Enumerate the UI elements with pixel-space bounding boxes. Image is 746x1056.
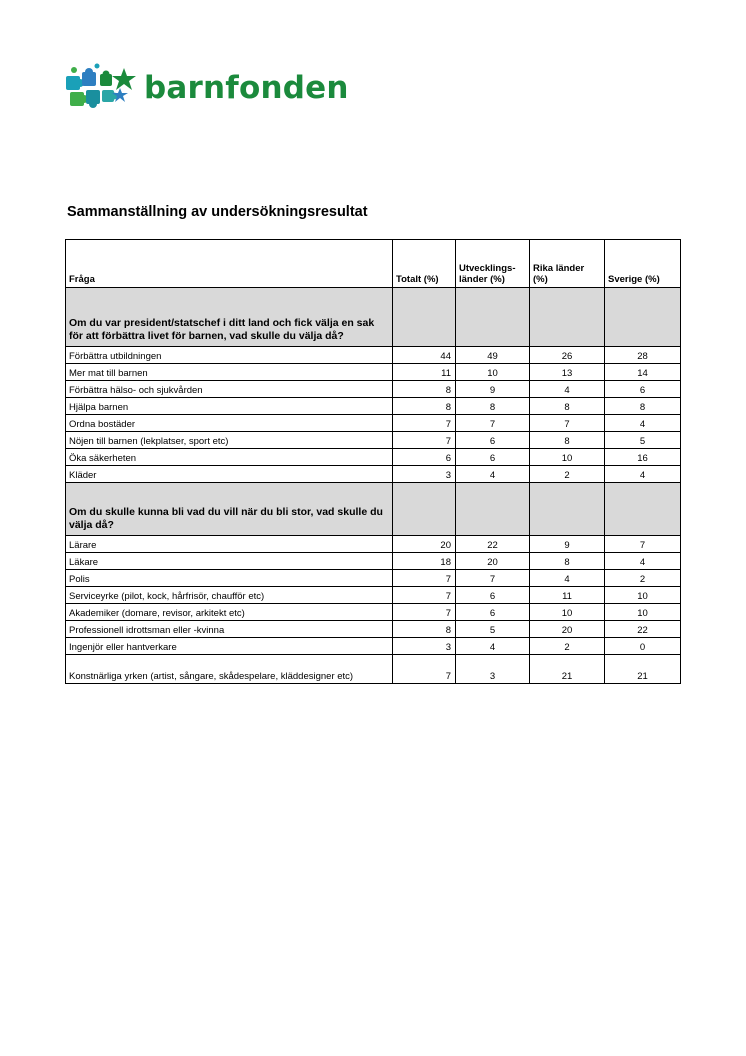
cell-rika-lander: 8: [530, 553, 605, 570]
cell-sverige: 5: [605, 432, 681, 449]
table-row: [66, 536, 681, 553]
cell-utvecklingslander: 10: [456, 364, 530, 381]
table-row: [66, 621, 681, 638]
row-label: Serviceyrke (pilot, kock, hårfrisör, chaufför etc): [66, 587, 393, 604]
cell-rika-lander: 2: [530, 638, 605, 655]
cell-sverige: 0: [605, 638, 681, 655]
cell-totalt: 7: [393, 655, 456, 684]
cell-totalt: 3: [393, 638, 456, 655]
table-row: [66, 398, 681, 415]
cell-utvecklingslander: 5: [456, 621, 530, 638]
table-row: [66, 553, 681, 570]
cell-sverige: 2: [605, 570, 681, 587]
cell-rika-lander: 9: [530, 536, 605, 553]
cell-utvecklingslander: 7: [456, 570, 530, 587]
cell-sverige: 28: [605, 347, 681, 364]
row-label: Akademiker (domare, revisor, arkitekt etc): [66, 604, 393, 621]
table-row: [66, 449, 681, 466]
cell-totalt: 44: [393, 347, 456, 364]
cell-totalt: 7: [393, 570, 456, 587]
cell-totalt: 7: [393, 432, 456, 449]
cell-utvecklingslander: 8: [456, 398, 530, 415]
row-label: Förbättra hälso- och sjukvården: [66, 381, 393, 398]
cell-totalt: 8: [393, 621, 456, 638]
question-empty-cell: [456, 483, 530, 536]
cell-utvecklingslander: 20: [456, 553, 530, 570]
cell-sverige: 10: [605, 604, 681, 621]
cell-rika-lander: 8: [530, 398, 605, 415]
question-row: [66, 288, 681, 347]
table-row: [66, 432, 681, 449]
cell-sverige: 16: [605, 449, 681, 466]
row-label: Lärare: [66, 536, 393, 553]
row-label: Ordna bostäder: [66, 415, 393, 432]
cell-totalt: 18: [393, 553, 456, 570]
row-label: Polis: [66, 570, 393, 587]
cell-sverige: 6: [605, 381, 681, 398]
table-row: [66, 347, 681, 364]
cell-rika-lander: 20: [530, 621, 605, 638]
row-label: Hjälpa barnen: [66, 398, 393, 415]
table-row: [66, 604, 681, 621]
row-label: Läkare: [66, 553, 393, 570]
question-text: Om du skulle kunna bli vad du vill när du bli stor, vad skulle du välja då?: [66, 483, 393, 536]
cell-utvecklingslander: 22: [456, 536, 530, 553]
table-row: [66, 364, 681, 381]
header-utvecklingslander: Utvecklings-länder (%): [456, 240, 530, 288]
header-sverige: Sverige (%): [605, 240, 681, 288]
table-row: [66, 381, 681, 398]
cell-rika-lander: 8: [530, 432, 605, 449]
cell-rika-lander: 4: [530, 381, 605, 398]
header-totalt: Totalt (%): [393, 240, 456, 288]
table-row: [66, 415, 681, 432]
cell-sverige: 21: [605, 655, 681, 684]
puzzle-children-logo-icon: [64, 62, 144, 114]
header-rika-lander: Rika länder (%): [530, 240, 605, 288]
cell-rika-lander: 26: [530, 347, 605, 364]
row-label: Ingenjör eller hantverkare: [66, 638, 393, 655]
cell-sverige: 4: [605, 466, 681, 483]
cell-sverige: 14: [605, 364, 681, 381]
header-fraga: Fråga: [66, 240, 393, 288]
barnfonden-logo: [64, 62, 349, 114]
table-row: [66, 587, 681, 604]
cell-utvecklingslander: 6: [456, 449, 530, 466]
table-row: [66, 655, 681, 684]
question-row: [66, 483, 681, 536]
results-table: [65, 239, 681, 684]
cell-rika-lander: 11: [530, 587, 605, 604]
cell-sverige: 4: [605, 415, 681, 432]
row-label: Professionell idrottsman eller -kvinna: [66, 621, 393, 638]
cell-sverige: 22: [605, 621, 681, 638]
question-empty-cell: [530, 483, 605, 536]
cell-utvecklingslander: 49: [456, 347, 530, 364]
cell-rika-lander: 4: [530, 570, 605, 587]
question-empty-cell: [393, 288, 456, 347]
cell-totalt: 3: [393, 466, 456, 483]
cell-utvecklingslander: 6: [456, 604, 530, 621]
cell-totalt: 8: [393, 398, 456, 415]
table-row: [66, 466, 681, 483]
cell-totalt: 7: [393, 587, 456, 604]
row-label: Konstnärliga yrken (artist, sångare, skådespelare, kläddesigner etc): [66, 655, 393, 684]
question-empty-cell: [605, 483, 681, 536]
cell-totalt: 7: [393, 604, 456, 621]
cell-sverige: 10: [605, 587, 681, 604]
table-row: [66, 570, 681, 587]
question-empty-cell: [393, 483, 456, 536]
cell-sverige: 7: [605, 536, 681, 553]
cell-sverige: 8: [605, 398, 681, 415]
row-label: Kläder: [66, 466, 393, 483]
cell-rika-lander: 13: [530, 364, 605, 381]
cell-rika-lander: 21: [530, 655, 605, 684]
cell-utvecklingslander: 9: [456, 381, 530, 398]
row-label: Mer mat till barnen: [66, 364, 393, 381]
cell-rika-lander: 2: [530, 466, 605, 483]
page-title: Sammanställning av undersökningsresultat: [67, 204, 368, 220]
cell-utvecklingslander: 6: [456, 587, 530, 604]
cell-utvecklingslander: 4: [456, 638, 530, 655]
question-empty-cell: [605, 288, 681, 347]
cell-rika-lander: 7: [530, 415, 605, 432]
cell-utvecklingslander: 4: [456, 466, 530, 483]
cell-utvecklingslander: 3: [456, 655, 530, 684]
question-empty-cell: [456, 288, 530, 347]
cell-totalt: 20: [393, 536, 456, 553]
cell-totalt: 11: [393, 364, 456, 381]
row-label: Öka säkerheten: [66, 449, 393, 466]
row-label: Nöjen till barnen (lekplatser, sport etc): [66, 432, 393, 449]
cell-rika-lander: 10: [530, 449, 605, 466]
cell-sverige: 4: [605, 553, 681, 570]
question-empty-cell: [530, 288, 605, 347]
cell-totalt: 7: [393, 415, 456, 432]
table-row: [66, 638, 681, 655]
cell-totalt: 8: [393, 381, 456, 398]
cell-rika-lander: 10: [530, 604, 605, 621]
question-text: Om du var president/statschef i ditt land och fick välja en sak för att förbättra livet för barnen, vad skulle du välja då?: [66, 288, 393, 347]
cell-utvecklingslander: 7: [456, 415, 530, 432]
logo-wordmark: barnfonden: [144, 69, 349, 106]
cell-totalt: 6: [393, 449, 456, 466]
row-label: Förbättra utbildningen: [66, 347, 393, 364]
table-header-row: [66, 240, 681, 288]
cell-utvecklingslander: 6: [456, 432, 530, 449]
